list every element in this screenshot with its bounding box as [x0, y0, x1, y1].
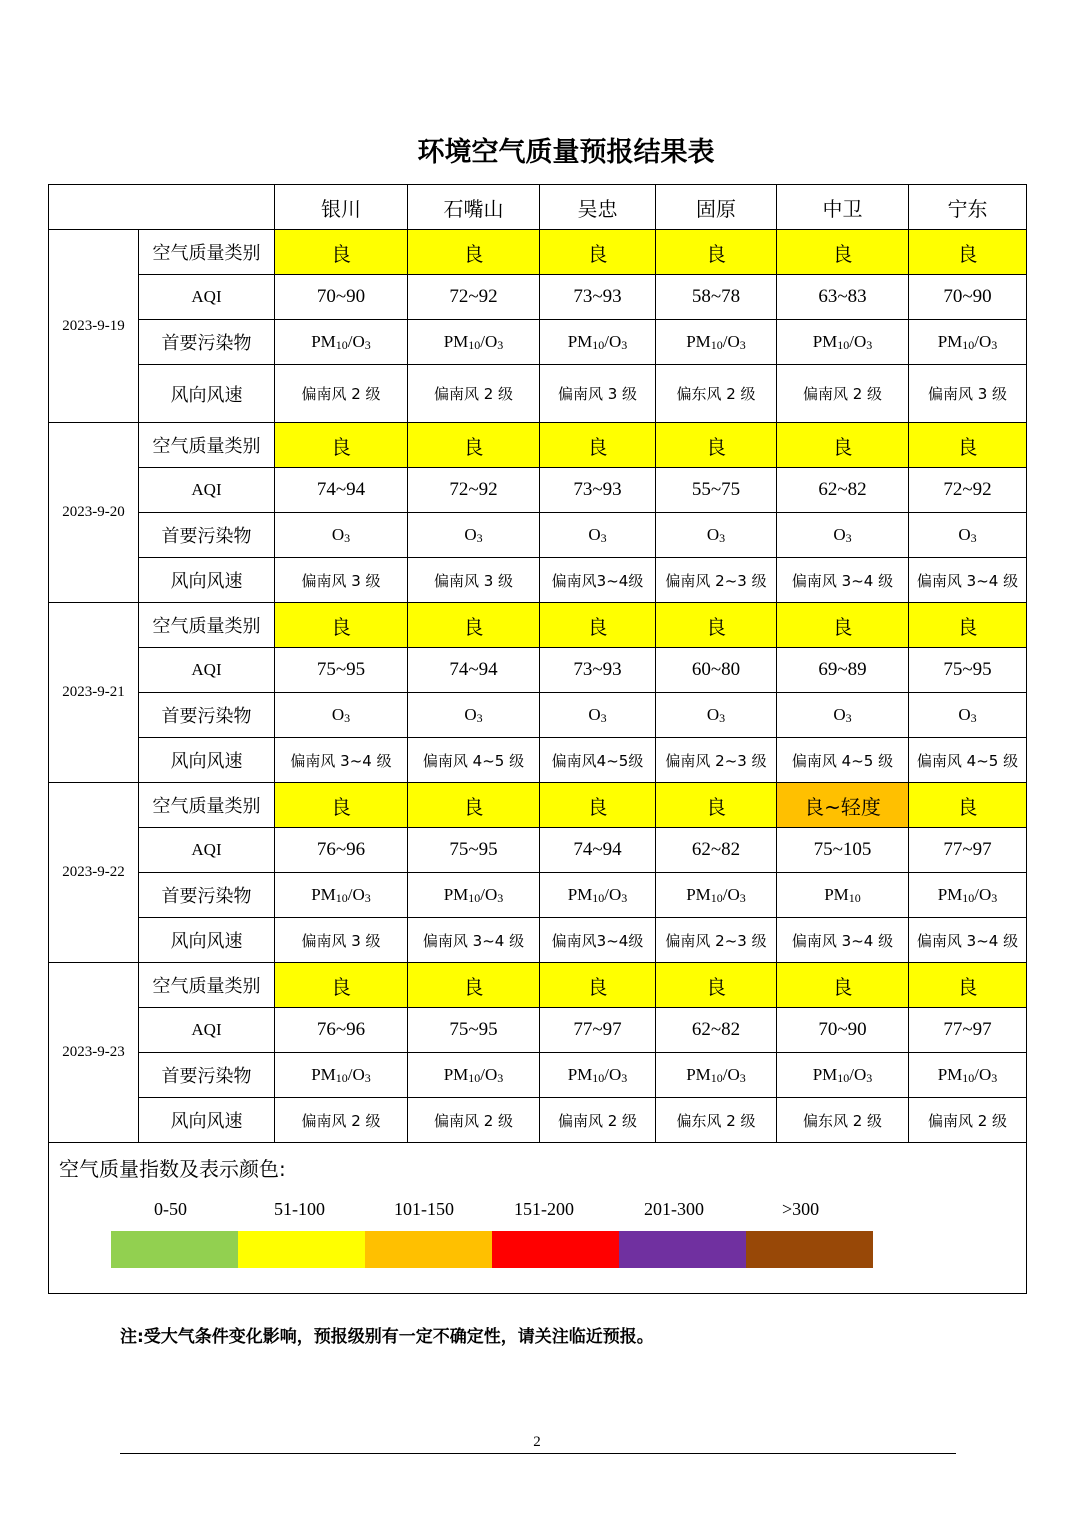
pollutant-cell: $O_3$	[408, 693, 540, 738]
legend-swatch	[619, 1231, 746, 1268]
quality-cell: 良	[275, 230, 408, 275]
wind-cell: 偏南风 4~5 级	[408, 738, 540, 783]
wind-cell: 偏南风 4~5 级	[777, 738, 909, 783]
row-pollutant	[49, 873, 1027, 918]
row-pollutant	[49, 693, 1027, 738]
legend-swatch	[746, 1231, 873, 1268]
forecast-table	[48, 184, 1027, 1294]
quality-cell: 良	[909, 230, 1027, 275]
pollutant-cell: $PM_{10}/O_3$	[275, 1053, 408, 1098]
date-cell: 2023-9-23	[49, 963, 139, 1143]
quality-cell: 良	[909, 963, 1027, 1008]
wind-cell: 偏南风3~4级	[540, 558, 656, 603]
pollutant-cell: $O_3$	[777, 693, 909, 738]
legend-range-label: 101-150	[394, 1199, 454, 1219]
row-label-quality: 空气质量类别	[139, 783, 275, 828]
row-pollutant	[49, 1053, 1027, 1098]
aqi-cell: 72~92	[408, 468, 540, 513]
wind-cell: 偏南风 3~4 级	[777, 918, 909, 963]
aqi-cell: 72~92	[408, 275, 540, 320]
quality-cell: 良	[408, 603, 540, 648]
pollutant-cell: $PM_{10}/O_3$	[540, 1053, 656, 1098]
wind-cell: 偏南风4~5级	[540, 738, 656, 783]
wind-cell: 偏东风 2 级	[777, 1098, 909, 1143]
pollutant-cell: $PM_{10}/O_3$	[275, 873, 408, 918]
forecast-note: 注:受大气条件变化影响，预报级别有一定不确定性，请关注临近预报。	[120, 1327, 654, 1347]
aqi-cell: 62~82	[777, 468, 909, 513]
quality-cell: 良	[540, 603, 656, 648]
quality-cell: 良	[656, 230, 777, 275]
quality-cell: 良	[540, 963, 656, 1008]
row-label-pollutant: 首要污染物	[139, 693, 275, 738]
legend-range-label: >300	[782, 1199, 820, 1219]
quality-cell: 良	[909, 783, 1027, 828]
row-quality	[49, 603, 1027, 648]
quality-cell: 良	[540, 783, 656, 828]
row-label-wind: 风向风速	[139, 365, 275, 423]
wind-cell: 偏南风 3~4 级	[408, 918, 540, 963]
pollutant-cell: $O_3$	[540, 513, 656, 558]
city-header: 宁东	[909, 185, 1027, 230]
pollutant-cell: $PM_{10}/O_3$	[909, 1053, 1027, 1098]
legend-swatch	[111, 1231, 238, 1268]
legend-row	[49, 1143, 1027, 1294]
aqi-cell: 77~97	[909, 828, 1027, 873]
pollutant-cell: $PM_{10}/O_3$	[777, 1053, 909, 1098]
row-label-pollutant: 首要污染物	[139, 320, 275, 365]
pollutant-cell: $PM_{10}/O_3$	[656, 1053, 777, 1098]
pollutant-cell: $O_3$	[909, 693, 1027, 738]
wind-cell: 偏南风 3~4 级	[909, 558, 1027, 603]
legend-range-label: 201-300	[644, 1199, 704, 1219]
legend-swatch	[492, 1231, 619, 1268]
row-aqi	[49, 648, 1027, 693]
wind-cell: 偏南风 2~3 级	[656, 918, 777, 963]
aqi-cell: 62~82	[656, 1008, 777, 1053]
legend-range-label: 151-200	[514, 1199, 574, 1219]
row-label-aqi: AQI	[139, 1008, 275, 1053]
aqi-cell: 74~94	[408, 648, 540, 693]
wind-cell: 偏南风 2~3 级	[656, 738, 777, 783]
aqi-cell: 77~97	[540, 1008, 656, 1053]
aqi-cell: 63~83	[777, 275, 909, 320]
legend-color-bar	[111, 1231, 873, 1268]
date-cell: 2023-9-21	[49, 603, 139, 783]
row-label-wind: 风向风速	[139, 558, 275, 603]
wind-cell: 偏南风 3~4 级	[909, 918, 1027, 963]
row-pollutant	[49, 320, 1027, 365]
aqi-cell: 75~95	[408, 1008, 540, 1053]
aqi-cell: 75~95	[909, 648, 1027, 693]
pollutant-cell: $PM_{10}/O_3$	[656, 320, 777, 365]
row-label-pollutant: 首要污染物	[139, 873, 275, 918]
aqi-cell: 62~82	[656, 828, 777, 873]
aqi-cell: 73~93	[540, 648, 656, 693]
pollutant-cell: $PM_{10}$	[777, 873, 909, 918]
row-quality	[49, 230, 1027, 275]
pollutant-cell: $O_3$	[408, 513, 540, 558]
aqi-cell: 70~90	[275, 275, 408, 320]
row-label-pollutant: 首要污染物	[139, 1053, 275, 1098]
footer-divider	[120, 1453, 956, 1454]
quality-cell: 良	[275, 603, 408, 648]
wind-cell: 偏南风 2 级	[909, 1098, 1027, 1143]
aqi-cell: 75~95	[408, 828, 540, 873]
aqi-cell: 58~78	[656, 275, 777, 320]
quality-cell: 良	[408, 783, 540, 828]
quality-cell: 良	[777, 963, 909, 1008]
row-label-aqi: AQI	[139, 828, 275, 873]
wind-cell: 偏南风3~4级	[540, 918, 656, 963]
row-label-pollutant: 首要污染物	[139, 513, 275, 558]
wind-cell: 偏南风 4~5 级	[909, 738, 1027, 783]
wind-cell: 偏东风 2 级	[656, 1098, 777, 1143]
date-cell: 2023-9-19	[49, 230, 139, 423]
pollutant-cell: $PM_{10}/O_3$	[408, 320, 540, 365]
city-header: 固原	[656, 185, 777, 230]
quality-cell: 良	[909, 423, 1027, 468]
row-quality	[49, 963, 1027, 1008]
aqi-cell: 75~105	[777, 828, 909, 873]
quality-cell: 良~轻度	[777, 783, 909, 828]
row-wind	[49, 558, 1027, 603]
row-label-wind: 风向风速	[139, 918, 275, 963]
wind-cell: 偏南风 2 级	[540, 1098, 656, 1143]
quality-cell: 良	[408, 423, 540, 468]
city-header: 银川	[275, 185, 408, 230]
row-aqi	[49, 1008, 1027, 1053]
legend-swatch	[238, 1231, 365, 1268]
pollutant-cell: $O_3$	[275, 693, 408, 738]
row-wind	[49, 918, 1027, 963]
row-wind	[49, 738, 1027, 783]
quality-cell: 良	[540, 230, 656, 275]
wind-cell: 偏南风 2 级	[408, 1098, 540, 1143]
pollutant-cell: $O_3$	[909, 513, 1027, 558]
pollutant-cell: $PM_{10}/O_3$	[540, 873, 656, 918]
row-label-aqi: AQI	[139, 648, 275, 693]
legend-swatch	[365, 1231, 492, 1268]
row-quality	[49, 423, 1027, 468]
page-title: 环境空气质量预报结果表	[417, 137, 715, 168]
aqi-cell: 73~93	[540, 468, 656, 513]
city-header: 石嘴山	[408, 185, 540, 230]
wind-cell: 偏南风 3~4 级	[275, 738, 408, 783]
pollutant-cell: $PM_{10}/O_3$	[408, 873, 540, 918]
row-wind	[49, 1098, 1027, 1143]
quality-cell: 良	[656, 603, 777, 648]
pollutant-cell: $O_3$	[656, 693, 777, 738]
pollutant-cell: $PM_{10}/O_3$	[540, 320, 656, 365]
legend-cell	[49, 1143, 1027, 1294]
pollutant-cell: $O_3$	[777, 513, 909, 558]
aqi-cell: 70~90	[909, 275, 1027, 320]
wind-cell: 偏东风 2 级	[656, 365, 777, 423]
date-cell: 2023-9-20	[49, 423, 139, 603]
wind-cell: 偏南风 3~4 级	[777, 558, 909, 603]
aqi-cell: 69~89	[777, 648, 909, 693]
pollutant-cell: $PM_{10}/O_3$	[656, 873, 777, 918]
page-number: 2	[533, 1434, 541, 1450]
aqi-cell: 60~80	[656, 648, 777, 693]
aqi-cell: 74~94	[275, 468, 408, 513]
quality-cell: 良	[777, 230, 909, 275]
quality-cell: 良	[408, 963, 540, 1008]
aqi-cell: 75~95	[275, 648, 408, 693]
aqi-cell: 72~92	[909, 468, 1027, 513]
quality-cell: 良	[777, 423, 909, 468]
quality-cell: 良	[656, 423, 777, 468]
header-corner	[49, 185, 275, 230]
pollutant-cell: $O_3$	[540, 693, 656, 738]
pollutant-cell: $PM_{10}/O_3$	[408, 1053, 540, 1098]
legend-range-label: 0-50	[154, 1199, 187, 1219]
header-row	[49, 185, 1027, 230]
row-aqi	[49, 275, 1027, 320]
aqi-cell: 74~94	[540, 828, 656, 873]
city-header: 中卫	[777, 185, 909, 230]
row-pollutant	[49, 513, 1027, 558]
wind-cell: 偏南风 3 级	[909, 365, 1027, 423]
pollutant-cell: $O_3$	[656, 513, 777, 558]
row-label-aqi: AQI	[139, 275, 275, 320]
aqi-cell: 55~75	[656, 468, 777, 513]
date-cell: 2023-9-22	[49, 783, 139, 963]
row-label-quality: 空气质量类别	[139, 230, 275, 275]
wind-cell: 偏南风 2 级	[275, 1098, 408, 1143]
quality-cell: 良	[656, 783, 777, 828]
row-label-aqi: AQI	[139, 468, 275, 513]
pollutant-cell: $PM_{10}/O_3$	[909, 320, 1027, 365]
wind-cell: 偏南风 2 级	[408, 365, 540, 423]
wind-cell: 偏南风 2 级	[777, 365, 909, 423]
legend-range-label: 51-100	[274, 1199, 325, 1219]
aqi-cell: 76~96	[275, 828, 408, 873]
legend-title: 空气质量指数及表示颜色:	[59, 1157, 286, 1181]
row-aqi	[49, 828, 1027, 873]
wind-cell: 偏南风 3 级	[275, 918, 408, 963]
wind-cell: 偏南风 2~3 级	[656, 558, 777, 603]
row-label-quality: 空气质量类别	[139, 603, 275, 648]
row-label-wind: 风向风速	[139, 738, 275, 783]
row-wind	[49, 365, 1027, 423]
aqi-cell: 70~90	[777, 1008, 909, 1053]
row-quality	[49, 783, 1027, 828]
quality-cell: 良	[909, 603, 1027, 648]
quality-cell: 良	[275, 783, 408, 828]
row-label-quality: 空气质量类别	[139, 423, 275, 468]
quality-cell: 良	[777, 603, 909, 648]
wind-cell: 偏南风 2 级	[275, 365, 408, 423]
row-label-quality: 空气质量类别	[139, 963, 275, 1008]
aqi-cell: 73~93	[540, 275, 656, 320]
pollutant-cell: $PM_{10}/O_3$	[777, 320, 909, 365]
pollutant-cell: $O_3$	[275, 513, 408, 558]
aqi-cell: 77~97	[909, 1008, 1027, 1053]
quality-cell: 良	[275, 423, 408, 468]
quality-cell: 良	[408, 230, 540, 275]
quality-cell: 良	[656, 963, 777, 1008]
wind-cell: 偏南风 3 级	[275, 558, 408, 603]
pollutant-cell: $PM_{10}/O_3$	[909, 873, 1027, 918]
quality-cell: 良	[540, 423, 656, 468]
city-header: 吴忠	[540, 185, 656, 230]
pollutant-cell: $PM_{10}/O_3$	[275, 320, 408, 365]
row-label-wind: 风向风速	[139, 1098, 275, 1143]
wind-cell: 偏南风 3 级	[408, 558, 540, 603]
wind-cell: 偏南风 3 级	[540, 365, 656, 423]
quality-cell: 良	[275, 963, 408, 1008]
row-aqi	[49, 468, 1027, 513]
aqi-cell: 76~96	[275, 1008, 408, 1053]
